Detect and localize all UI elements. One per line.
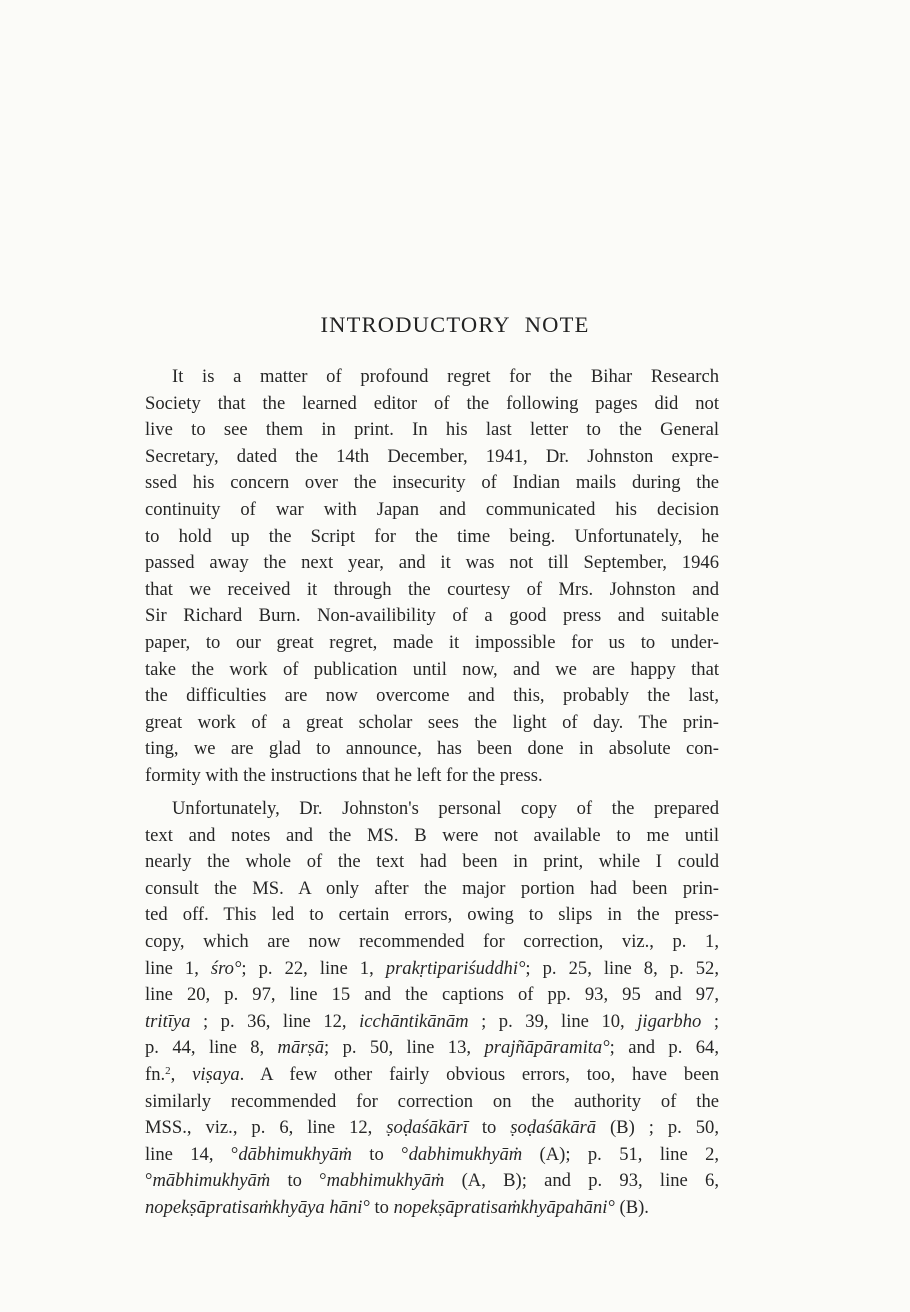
- text-run: continuity of war with Japan and communicated his decision: [145, 498, 719, 520]
- text-run: take the work of publication until now, and we are happy that: [145, 658, 719, 680]
- text-line: [145, 1168, 719, 1195]
- text-run: ; p. 25, line 8, p. 52,: [525, 957, 719, 979]
- text-run: Secretary, dated the 14th December, 1941, Dr. Johnston expre-: [145, 445, 719, 467]
- text-line: [145, 444, 719, 471]
- text-line: [145, 736, 719, 763]
- text-run: text and notes and the MS. B were not available to me until: [145, 824, 719, 846]
- text-line: [145, 1062, 719, 1089]
- italic-term: dābhimukhyāṁ: [238, 1143, 352, 1165]
- text-run: line 20, p. 97, line 15 and the captions of pp. 93, 95 and 97,: [145, 984, 719, 1006]
- text-run: the difficulties are now overcome and this, probably the last,: [145, 685, 719, 707]
- text-line: [145, 902, 719, 929]
- text-line: [145, 763, 719, 790]
- text-run: live to see them in print. In his last letter to the General: [145, 419, 719, 441]
- text-run: fn.: [145, 1063, 166, 1085]
- text-run: ting, we are glad to announce, has been done in absolute con-: [145, 738, 719, 760]
- italic-term: mārṣā: [277, 1037, 325, 1059]
- text-line: [145, 982, 719, 1009]
- text-run: to °: [270, 1170, 327, 1192]
- text-run: ted off. This led to certain errors, owing to slips in the press-: [145, 904, 719, 926]
- text-line: [145, 470, 719, 497]
- text-run: . A few other fairly obvious errors, too, have been: [239, 1063, 719, 1085]
- text-run: MSS., viz., p. 6, line 12,: [145, 1117, 387, 1139]
- italic-term: icchāntikānām: [359, 1010, 469, 1032]
- text-run: paper, to our great regret, made it impossible for us to under-: [145, 631, 719, 653]
- text-line: [145, 876, 719, 903]
- text-run: Unfortunately, Dr. Johnston's personal copy of the prepared: [172, 798, 719, 819]
- text-run: copy, which are now recommended for correction, viz., p. 1,: [145, 930, 719, 952]
- text-run: ,: [170, 1063, 193, 1085]
- italic-term: mabhimukhyāṁ: [326, 1170, 445, 1192]
- text-line: [145, 683, 719, 710]
- text-run: Society that the learned editor of the following pages did not: [145, 392, 719, 414]
- paragraph-1: [145, 364, 719, 790]
- text-run: (B).: [614, 1196, 649, 1218]
- text-line: [145, 1195, 719, 1222]
- page-title: INTRODUCTORY NOTE: [320, 312, 590, 337]
- text-line: [145, 1089, 719, 1116]
- text-run: ; and p. 64,: [609, 1037, 719, 1059]
- text-line: [145, 577, 719, 604]
- text-line: [145, 956, 719, 983]
- italic-term: prajñāpāramita°: [484, 1037, 610, 1059]
- italic-term: jigarbho: [637, 1010, 702, 1032]
- text-run: to: [467, 1117, 511, 1139]
- text-run: great work of a great scholar sees the light of day. The prin-: [145, 711, 719, 733]
- text-run: similarly recommended for correction on the authority of the: [145, 1090, 719, 1112]
- text-run: line 1,: [145, 957, 211, 979]
- text-line: [145, 849, 719, 876]
- paragraph-2: [145, 796, 719, 1222]
- text-run: (A, B); and p. 93, line 6,: [444, 1170, 719, 1192]
- italic-term: dabhimukhyāṁ: [408, 1143, 523, 1165]
- text-line: [145, 929, 719, 956]
- text-run: formity with the instructions that he left for the press.: [145, 764, 543, 786]
- text-line: [145, 364, 719, 391]
- text-run: nearly the whole of the text had been in print, while I could: [145, 851, 719, 873]
- italic-term: prakṛtipariśuddhi°: [385, 957, 526, 979]
- text-line: [145, 550, 719, 577]
- text-run: Sir Richard Burn. Non-availibility of a good press and suitable: [145, 605, 719, 627]
- italic-term: mābhimukhyāṁ: [152, 1170, 271, 1192]
- italic-term: nopekṣāpratisaṁkhyāya hāni°: [145, 1196, 370, 1218]
- text-line: [145, 657, 719, 684]
- text-line: [145, 823, 719, 850]
- italic-term: śro°: [210, 957, 242, 979]
- text-line: [145, 603, 719, 630]
- text-line: [145, 1009, 719, 1036]
- text-run: It is a matter of profound regret for the Bihar Research: [172, 366, 719, 387]
- text-run: to: [369, 1196, 394, 1218]
- text-line: [145, 497, 719, 524]
- italic-term: nopekṣāpratisaṁkhyāpahāni°: [393, 1196, 615, 1218]
- text-line: [145, 630, 719, 657]
- text-run: ; p. 39, line 10,: [468, 1010, 638, 1032]
- text-line: [145, 391, 719, 418]
- italic-term: viṣaya: [192, 1063, 240, 1085]
- text-line: [145, 796, 719, 823]
- italic-term: tritīya: [145, 1010, 191, 1032]
- text-line: [145, 1115, 719, 1142]
- text-line: [145, 710, 719, 737]
- text-run: °: [145, 1170, 153, 1192]
- text-run: passed away the next year, and it was not till September, 1946: [145, 552, 719, 574]
- text-run: p. 44, line 8,: [145, 1037, 278, 1059]
- text-run: ; p. 36, line 12,: [190, 1010, 360, 1032]
- text-line: [145, 1035, 719, 1062]
- text-run: to hold up the Script for the time being. Unfortunately, he: [145, 525, 719, 547]
- text-run: line 14, °: [145, 1143, 239, 1165]
- text-run: (B) ; p. 50,: [596, 1117, 719, 1139]
- text-run: (A); p. 51, line 2,: [522, 1143, 720, 1165]
- text-run: ; p. 50, line 13,: [324, 1037, 485, 1059]
- text-run: ssed his concern over the insecurity of Indian mails during the: [145, 472, 719, 494]
- text-line: [145, 417, 719, 444]
- text-line: [145, 524, 719, 551]
- text-run: that we received it through the courtesy of Mrs. Johnston and: [145, 578, 719, 600]
- text-run: to °: [351, 1143, 409, 1165]
- text-run: ;: [701, 1010, 719, 1032]
- text-line: [145, 1142, 719, 1169]
- text-run: ; p. 22, line 1,: [241, 957, 386, 979]
- italic-term: ṣoḍaśākārī: [386, 1117, 468, 1139]
- italic-term: ṣoḍaśākārā: [510, 1117, 597, 1139]
- text-run: consult the MS. A only after the major portion had been prin-: [145, 877, 719, 899]
- footnote-marker: 2: [165, 1064, 171, 1077]
